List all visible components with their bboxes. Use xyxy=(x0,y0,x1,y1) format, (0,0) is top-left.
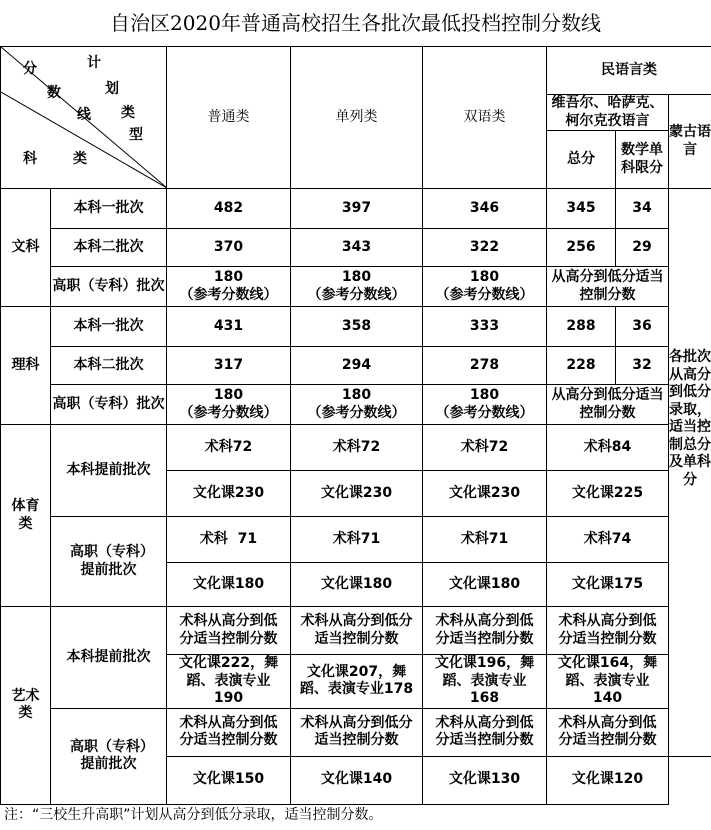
page-title: 自治区2020年普通高校招生各批次最低投档控制分数线 xyxy=(110,11,601,35)
score-cell: 346 xyxy=(423,189,547,229)
score-cell: 36 xyxy=(616,307,669,347)
corner-word: 数 xyxy=(47,85,61,101)
score-cell: 180 （参考分数线） xyxy=(423,385,547,425)
score-cell: 256 xyxy=(547,229,616,267)
category-wenke: 文科 xyxy=(1,189,51,307)
score-cell: 术科72 xyxy=(423,425,547,471)
score-cell: 术科从高分到低分适当控制分数 xyxy=(291,607,423,655)
batch-name: 本科提前批次 xyxy=(51,607,167,709)
score-cell: 370 xyxy=(167,229,291,267)
score-cell: 180 （参考分数线） xyxy=(167,267,291,307)
score-cell: 术科从高分到低分适当控制分数 xyxy=(547,607,669,655)
score-cell: 278 xyxy=(423,347,547,385)
col-header-zongfen: 总分 xyxy=(547,131,616,189)
score-cell: 343 xyxy=(291,229,423,267)
score-cell: 术科从高分到低分适当控制分数 xyxy=(547,708,669,756)
score-cell: 从高分到低分适当控制分数 xyxy=(547,267,669,307)
score-cell: 文化课196，舞蹈、表演专业168 xyxy=(423,655,547,709)
footnote: 注：“三校生升高职”计划从高分到低分录取，适当控制分数。 xyxy=(4,807,383,823)
batch-name: 本科二批次 xyxy=(51,347,167,385)
score-cell: 228 xyxy=(547,347,616,385)
score-cell: 文化课207，舞蹈、表演专业178 xyxy=(291,655,423,709)
score-cell: 180 （参考分数线） xyxy=(291,385,423,425)
score-cell: 288 xyxy=(547,307,616,347)
score-cell: 431 xyxy=(167,307,291,347)
score-cell: 术科从高分到低分适当控制分数 xyxy=(423,607,547,655)
score-cell: 术科72 xyxy=(291,425,423,471)
batch-name: 本科一批次 xyxy=(51,189,167,229)
score-cell: 术科84 xyxy=(547,425,669,471)
score-cell: 文化课140 xyxy=(291,756,423,804)
corner-word: 划 xyxy=(105,81,119,97)
score-cell: 文化课175 xyxy=(547,563,669,607)
corner-word: 计 xyxy=(87,55,101,71)
score-cell: 文化课120 xyxy=(547,756,669,804)
corner-word: 型 xyxy=(129,127,143,143)
score-cell: 文化课164，舞蹈、表演专业140 xyxy=(547,655,669,709)
score-cell: 29 xyxy=(616,229,669,267)
score-cell: 文化课180 xyxy=(423,563,547,607)
category-tiyu: 体育类 xyxy=(1,425,51,607)
score-cell: 333 xyxy=(423,307,547,347)
score-cell: 术科从高分到低分适当控制分数 xyxy=(423,708,547,756)
score-cell: 文化课180 xyxy=(167,563,291,607)
score-cell: 文化课150 xyxy=(167,756,291,804)
category-like: 理科 xyxy=(1,307,51,425)
category-yishu: 艺术类 xyxy=(1,607,51,805)
score-cell: 术科从高分到低分适当控制分数 xyxy=(167,708,291,756)
score-cell: 180 （参考分数线） xyxy=(423,267,547,307)
batch-name: 本科一批次 xyxy=(51,307,167,347)
col-header-shuxue: 数学单科限分 xyxy=(616,131,669,189)
score-cell: 术科74 xyxy=(547,517,669,563)
col-header-putong: 普通类 xyxy=(167,47,291,189)
col-header-danlie: 单列类 xyxy=(291,47,423,189)
score-cell: 文化课225 xyxy=(547,471,669,517)
batch-name: 高职（专科）批次 xyxy=(51,385,167,425)
score-cell: 180 （参考分数线） xyxy=(167,385,291,425)
score-cell: 术科从高分到低分适当控制分数 xyxy=(291,708,423,756)
batch-name: 本科提前批次 xyxy=(51,425,167,517)
score-cell: 32 xyxy=(616,347,669,385)
corner-word: 类 xyxy=(121,105,135,121)
col-header-menggu: 蒙古语言 xyxy=(669,95,711,189)
score-cell: 术科71 xyxy=(423,517,547,563)
score-cell: 文化课230 xyxy=(167,471,291,517)
header-corner xyxy=(1,47,167,189)
batch-name: 高职（专科）提前批次 xyxy=(51,517,167,607)
menggu-note: 各批次从高分到低分录取，适当控制总分及单科分 xyxy=(669,189,711,757)
score-cell: 397 xyxy=(291,189,423,229)
score-cell: 482 xyxy=(167,189,291,229)
col-header-shuangyu: 双语类 xyxy=(423,47,547,189)
corner-word: 类 xyxy=(73,151,87,167)
score-cell: 322 xyxy=(423,229,547,267)
batch-name: 高职（专科）提前批次 xyxy=(51,708,167,804)
score-cell: 34 xyxy=(616,189,669,229)
score-cell: 从高分到低分适当控制分数 xyxy=(547,385,669,425)
corner-word: 线 xyxy=(77,107,91,123)
score-cell: 文化课130 xyxy=(423,756,547,804)
score-cell: 文化课230 xyxy=(423,471,547,517)
score-table xyxy=(0,46,711,805)
score-cell: 术科72 xyxy=(167,425,291,471)
score-cell: 180 （参考分数线） xyxy=(291,267,423,307)
score-cell: 文化课222，舞蹈、表演专业190 xyxy=(167,655,291,709)
batch-name: 本科二批次 xyxy=(51,229,167,267)
batch-name: 高职（专科）批次 xyxy=(51,267,167,307)
score-cell: 术科71 xyxy=(291,517,423,563)
score-cell: 术科 71 xyxy=(167,517,291,563)
score-cell: 文化课180 xyxy=(291,563,423,607)
col-header-weiwu: 维吾尔、哈萨克、柯尔克孜语言 xyxy=(547,95,669,131)
score-cell: 294 xyxy=(291,347,423,385)
score-cell: 文化课230 xyxy=(291,471,423,517)
score-cell: 345 xyxy=(547,189,616,229)
score-cell: 358 xyxy=(291,307,423,347)
corner-word: 分 xyxy=(23,61,37,77)
corner-word: 科 xyxy=(23,151,37,167)
score-cell: 术科从高分到低分适当控制分数 xyxy=(167,607,291,655)
col-header-minyu: 民语言类 xyxy=(547,47,711,95)
score-cell: 317 xyxy=(167,347,291,385)
